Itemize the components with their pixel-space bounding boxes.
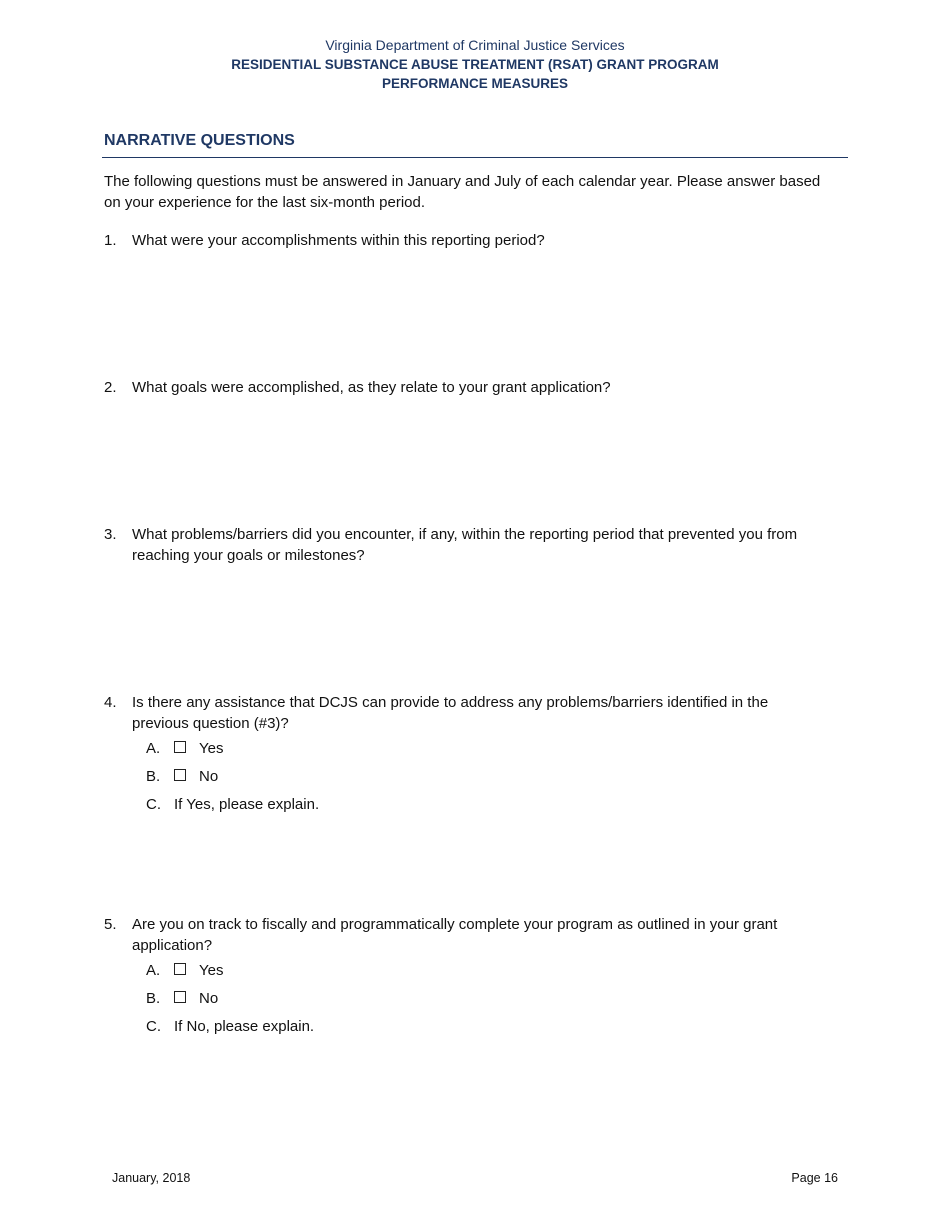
question-number: 2. <box>104 379 117 396</box>
option-letter: B. <box>146 990 161 1007</box>
question-number: 1. <box>104 232 117 249</box>
question-4 <box>104 692 824 822</box>
option-explain <box>146 1016 824 1037</box>
footer-date: January, 2018 <box>112 1171 191 1185</box>
option-letter: A. <box>146 740 161 757</box>
option-letter: A. <box>146 962 161 979</box>
footer-page-number: Page 16 <box>791 1171 838 1185</box>
question-number: 5. <box>104 916 117 933</box>
intro-paragraph: The following questions must be answered in January and July of each calendar year. Please answer based on your experience for the last six-month period. <box>104 173 821 211</box>
option-label: Yes <box>199 962 224 979</box>
option-label: If No, please explain. <box>174 1018 315 1035</box>
question-2 <box>104 377 824 398</box>
organization-name: Virginia Department of Criminal Justice Services <box>325 37 625 53</box>
option-label: Yes <box>199 740 224 757</box>
question-text: What problems/barriers did you encounter, if any, within the reporting period that prevented you from reaching your goals or milestones? <box>132 526 798 564</box>
option-label: No <box>199 768 219 785</box>
yes-checkbox[interactable] <box>174 741 186 753</box>
question-text: Is there any assistance that DCJS can provide to address any problems/barriers identified in the previous question (#3)? <box>132 694 769 732</box>
question-text: What goals were accomplished, as they relate to your grant application? <box>132 379 611 396</box>
yes-checkbox[interactable] <box>174 963 186 975</box>
option-no <box>146 988 824 1009</box>
option-no <box>146 766 824 787</box>
option-label: If Yes, please explain. <box>174 796 320 813</box>
question-text: Are you on track to fiscally and programmatically complete your program as outlined in your grant application? <box>132 916 778 954</box>
option-letter: C. <box>146 1018 161 1035</box>
option-yes <box>146 960 824 981</box>
option-label: No <box>199 990 219 1007</box>
page-header <box>0 36 950 93</box>
no-checkbox[interactable] <box>174 769 186 781</box>
option-yes <box>146 738 824 759</box>
section-title: NARRATIVE QUESTIONS <box>104 132 295 149</box>
option-letter: C. <box>146 796 161 813</box>
question-number: 3. <box>104 526 117 543</box>
question-5 <box>104 914 824 1044</box>
answer-options <box>146 738 824 815</box>
option-letter: B. <box>146 768 161 785</box>
question-text: What were your accomplishments within this reporting period? <box>132 232 545 249</box>
answer-options <box>146 960 824 1037</box>
option-explain <box>146 794 824 815</box>
section-divider <box>102 157 848 158</box>
program-title: RESIDENTIAL SUBSTANCE ABUSE TREATMENT (RSAT) GRANT PROGRAM <box>231 57 719 72</box>
document-subtitle: PERFORMANCE MEASURES <box>381 76 568 91</box>
question-3 <box>104 524 824 566</box>
question-number: 4. <box>104 694 117 711</box>
question-1 <box>104 230 824 251</box>
no-checkbox[interactable] <box>174 991 186 1003</box>
